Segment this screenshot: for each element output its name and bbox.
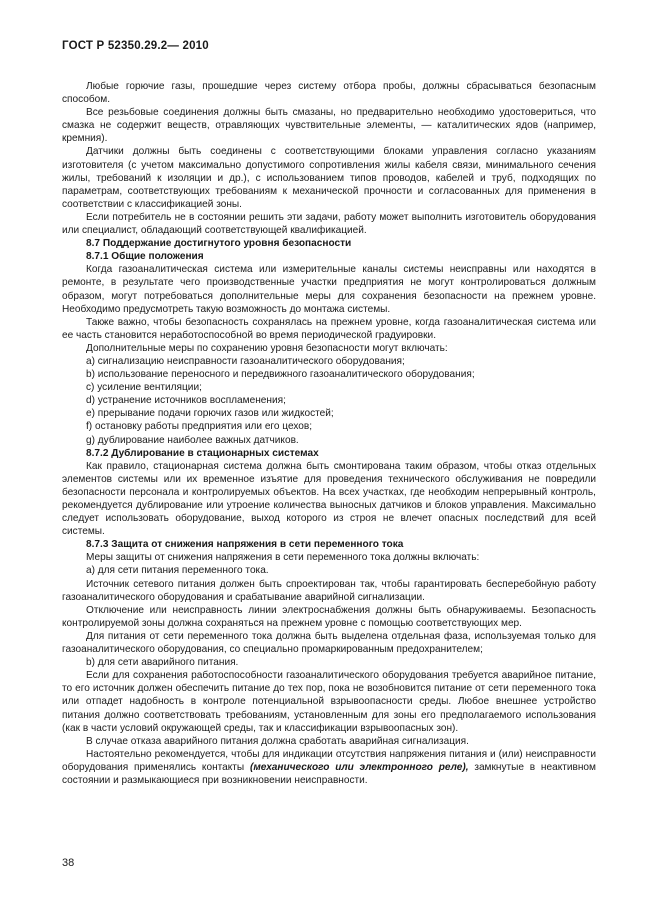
paragraph (62, 145, 596, 210)
document-header: ГОСТ Р 52350.29.2— 2010 (62, 40, 209, 52)
paragraph (62, 604, 596, 630)
document-body (62, 80, 596, 787)
section-heading (62, 538, 596, 551)
paragraph (62, 106, 596, 145)
page-number: 38 (62, 857, 75, 869)
paragraph-text: b) использование переносного и передвижного газоаналитического оборудования; (86, 369, 475, 381)
paragraph-text: Источник сетевого питания должен быть спроектирован так, чтобы гарантировать бесперебойную работу газоаналитического оборудования и срабатывание аварийной сигнализации. (62, 578, 596, 603)
paragraph-text: d) устранение источников воспламенения; (86, 395, 286, 407)
section-heading (62, 237, 596, 250)
paragraph-text: 8.7.1 Общие положения (86, 251, 204, 263)
paragraph-text: 8.7.2 Дублирование в стационарных системах (86, 447, 319, 459)
paragraph (62, 460, 596, 539)
paragraph (62, 394, 596, 407)
paragraph (62, 669, 596, 734)
paragraph (62, 630, 596, 656)
paragraph-text: Меры защиты от снижения напряжения в сети переменного тока должны включать: (86, 552, 480, 564)
paragraph-text: a) для сети питания переменного тока. (86, 565, 269, 577)
paragraph-text: Все резьбовые соединения должны быть смазаны, но предварительно необходимо удостовериться, что смазка не содержит веществ, отравляющих чувствительные элементы, — каталитических ядов (например, кремния). (62, 107, 596, 145)
paragraph-tail: замкнутые в неактивном состоянии и размыкающиеся при возникновении неисправности. (62, 761, 596, 786)
paragraph-text: Дополнительные меры по сохранению уровня безопасности могут включать: (86, 342, 448, 354)
paragraph-text: e) прерывание подачи горючих газов или жидкостей; (86, 408, 334, 420)
paragraph-text: a) сигнализацию неисправности газоаналитического оборудования; (86, 355, 405, 367)
paragraph (62, 656, 596, 669)
paragraph (62, 80, 596, 106)
paragraph (62, 211, 596, 237)
paragraph (62, 316, 596, 342)
paragraph (62, 342, 596, 355)
paragraph-text: 8.7.3 Защита от снижения напряжения в сети переменного тока (86, 539, 404, 551)
paragraph (62, 381, 596, 394)
paragraph-text: Когда газоаналитическая система или измерительные каналы системы неисправны или находятся в ремонте, в результате чего производственные участки предприятия не могут контролироваться должным образом, могут потребоваться дополнительные меры для сохранения безопасности на прежнем уровне. Необходимо предусмотреть такую возможность до монтажа системы. (62, 264, 596, 315)
paragraph (62, 735, 596, 748)
section-heading (62, 250, 596, 263)
paragraph-text: В случае отказа аварийного питания должна сработать аварийная сигнализация. (86, 735, 469, 747)
paragraph (62, 263, 596, 315)
paragraph-text: Датчики должны быть соединены с соответствующими блоками управления согласно указаниям изготовителя (с учетом максимально допустимого сопротивления жилы кабеля связи, минимального сечения жилы, требований к изоляции и др.), с использованием типов проводов, кабелей и труб, подходящих по параметрам, соответствующих требованиям к механической прочности и согласованных для применения в соответствии с классификацией зоны. (62, 146, 596, 210)
paragraph-text: g) дублирование наиболее важных датчиков. (86, 434, 299, 446)
paragraph-text: b) для сети аварийного питания. (86, 657, 239, 669)
paragraph (62, 368, 596, 381)
section-heading (62, 447, 596, 460)
paragraph-text: Если потребитель не в состоянии решить эти задачи, работу может выполнить изготовитель оборудования или специалист, обладающий соответствующей квалификацией. (62, 211, 596, 237)
paragraph-text: Любые горючие газы, прошедшие через систему отбора пробы, должны сбрасываться безопасным способом. (62, 81, 596, 106)
paragraph (62, 578, 596, 604)
paragraph-text: Настоятельно рекомендуется, чтобы для индикации отсутствия напряжения питания и (или) неисправности оборудования применялись контакты (62, 748, 596, 773)
paragraph-text: 8.7 Поддержание достигнутого уровня безопасности (86, 238, 352, 250)
paragraph-text: Отключение или неисправность линии электроснабжения должны быть обнаруживаемы. Безопасность контролируемой зоны должна сохраняться на прежнем уровне с помощью соответствующих мер. (62, 604, 596, 629)
paragraph (62, 564, 596, 577)
paragraph (62, 407, 596, 420)
paragraph (62, 355, 596, 368)
paragraph (62, 434, 596, 447)
paragraph (62, 551, 596, 564)
paragraph (62, 748, 596, 787)
paragraph-text: Если для сохранения работоспособности газоаналитического оборудования требуется аварийное питание, то его источник должен обеспечить питание до тех пор, пока не возобновится питание от сети переменного тока или отпадет надобность в контроле потенциальной взрывоопасности среды. Любое внешнее устройство питания должно соответствовать требованиям, установленным для зоны его предполагаемого использования (как в части условий окружающей среды, так и классификации взрывоопасных зон). (62, 670, 596, 734)
paragraph (62, 420, 596, 433)
paragraph-text: f) остановку работы предприятия или его цехов; (86, 421, 313, 433)
emphasis-text: (механического или электронного реле), (249, 761, 469, 773)
paragraph-text: c) усиление вентиляции; (86, 382, 202, 394)
paragraph-text: Для питания от сети переменного тока должна быть выделена отдельная фаза, используемая только для газоаналитического оборудования, со специально промаркированным предохранителем; (62, 630, 596, 656)
paragraph-text: Также важно, чтобы безопасность сохранялась на прежнем уровне, когда газоаналитическая система или ее часть становится неработоспособной во время периодической градуировки. (62, 316, 596, 341)
paragraph-text: Как правило, стационарная система должна быть смонтирована таким образом, чтобы отказ отдельных элементов системы или их временное изъятие для проведения технического обслуживания не повредили безопасности персонала и контролируемых объектов. На всех участках, где необходим непрерывный контроль, рекомендуется дублирование или утроение количества выносных датчиков и блоков управления. Максимально следует использовать оборудование, выход которого из строя не влечет опасных последствий для всей системы. (62, 460, 596, 538)
